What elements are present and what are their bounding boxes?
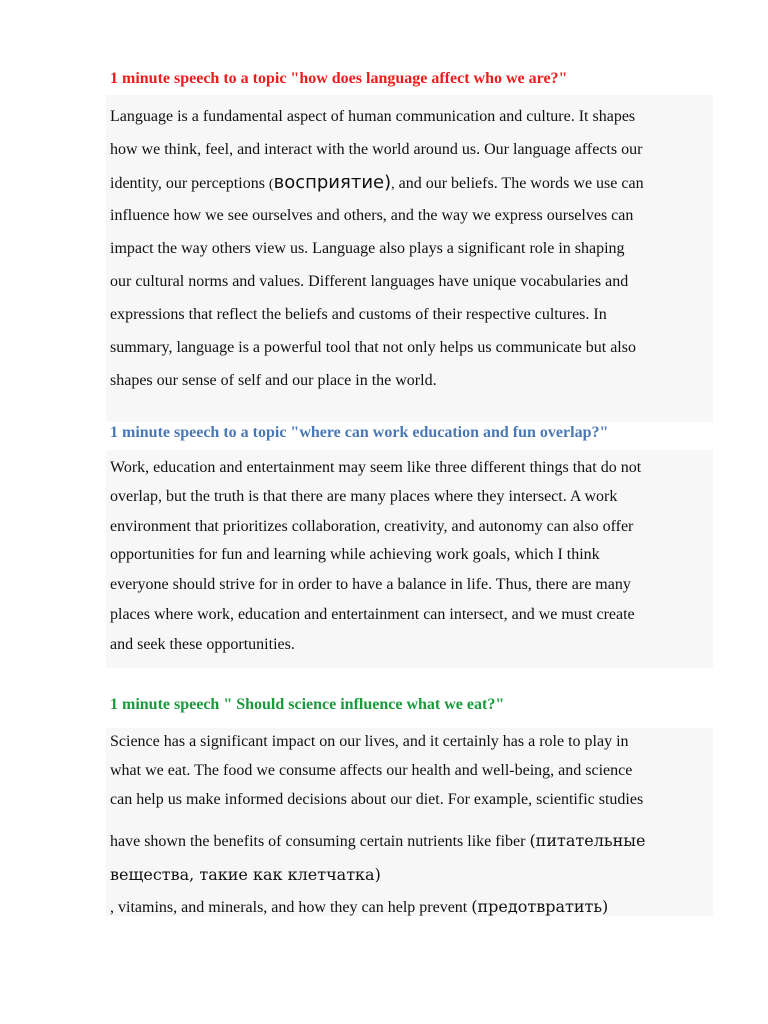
text-line: how we think, feel, and interact with the world around us. Our language affects our xyxy=(110,141,643,158)
text-line: impact the way others view us. Language also plays a significant role in shaping xyxy=(110,240,625,257)
text-line: can help us make informed decisions about our diet. For example, scientific studies xyxy=(110,791,644,808)
text-line-mixed xyxy=(110,897,608,917)
text-fragment: identity, our perceptions xyxy=(110,175,269,192)
text-line: opportunities for fun and learning while achieving work goals, which I think xyxy=(110,546,600,563)
section-heading-work-education-fun: 1 minute speech to a topic "where can work education and fun overlap?" xyxy=(110,424,609,441)
text-line: our cultural norms and values. Different languages have unique vocabularies and xyxy=(110,273,629,290)
text-line-mixed xyxy=(110,172,644,193)
cyrillic-line: вещества, такие как клетчатка) xyxy=(110,865,381,884)
section-body-work-education-fun xyxy=(106,450,713,668)
text-line: summary, language is a powerful tool that not only helps us communicate but also xyxy=(110,339,636,356)
cyrillic-phrase: (питательные xyxy=(529,831,646,850)
text-line: places where work, education and entertainment can intersect, and we must create xyxy=(110,606,635,623)
text-line: influence how we see ourselves and others, and the way we express ourselves can xyxy=(110,207,634,224)
cyrillic-word: восприятие xyxy=(273,172,385,193)
section-heading-science-food: 1 minute speech " Should science influence what we eat?" xyxy=(110,696,505,713)
text-line: Language is a fundamental aspect of human communication and culture. It shapes xyxy=(110,108,636,125)
text-fragment: ) xyxy=(384,172,392,193)
cyrillic-word: (предотвратить) xyxy=(471,897,609,916)
text-line: what we eat. The food we consume affects our health and well-being, and science xyxy=(110,762,633,779)
text-line: expressions that reflect the beliefs and customs of their respective cultures. In xyxy=(110,306,607,323)
text-fragment: ( xyxy=(268,177,274,192)
text-fragment: have shown the benefits of consuming certain nutrients like fiber xyxy=(110,833,530,850)
text-line: and seek these opportunities. xyxy=(110,636,295,653)
text-fragment: , xyxy=(391,177,395,192)
text-line: overlap, but the truth is that there are many places where they intersect. A work xyxy=(110,488,618,505)
text-fragment: and our beliefs. The words we use can xyxy=(394,175,644,192)
text-line: Work, education and entertainment may seem like three different things that do not xyxy=(110,459,642,476)
section-body-science-food xyxy=(106,728,713,916)
text-line: shapes our sense of self and our place in the world. xyxy=(110,372,437,389)
text-fragment: , vitamins, and minerals, and how they can help prevent xyxy=(110,899,472,916)
text-line: environment that prioritizes collaboration, creativity, and autonomy can also offer xyxy=(110,518,634,535)
section-body-language xyxy=(106,95,713,422)
text-line: everyone should strive for in order to have a balance in life. Thus, there are many xyxy=(110,576,631,593)
section-heading-language: 1 minute speech to a topic "how does language affect who we are?" xyxy=(110,70,568,87)
text-line-mixed xyxy=(110,831,645,851)
text-line: Science has a significant impact on our lives, and it certainly has a role to play in xyxy=(110,733,629,750)
